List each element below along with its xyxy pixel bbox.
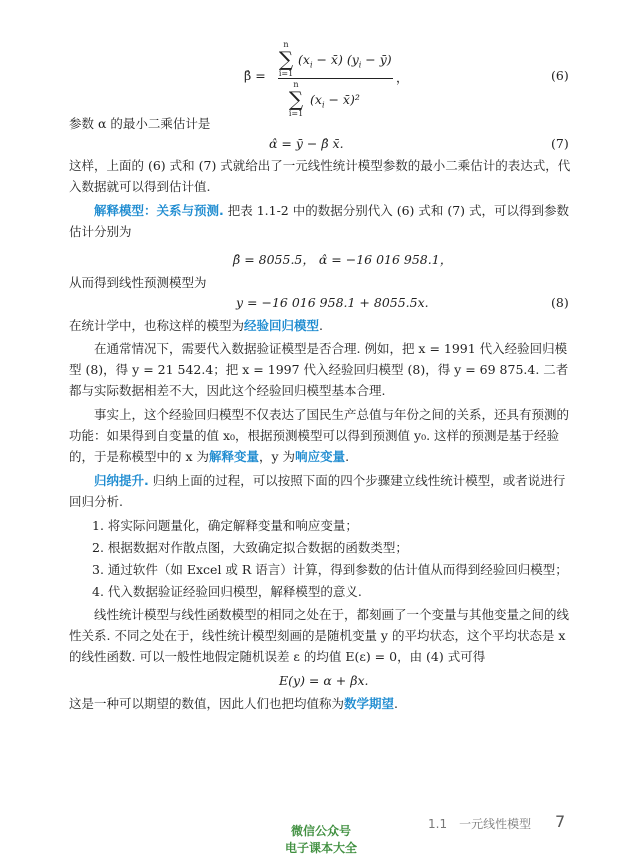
eq6-number: (6) xyxy=(551,68,569,83)
para-2 xyxy=(69,200,571,242)
para-4-pre: 在统计学中，也称这样的模型为 xyxy=(69,318,245,333)
fraction-bar xyxy=(278,78,393,79)
steps-list xyxy=(92,515,568,603)
den-sum-upper: n xyxy=(293,80,299,89)
para-6-post: . xyxy=(345,449,350,464)
key-explain-model: 解释模型：关系与预测. xyxy=(94,203,224,218)
para-7-text: 归纳上面的过程，可以按照下面的四个步骤建立线性统计模型，或者说进行回归分析. xyxy=(69,473,566,509)
eq6-lhs: β̂ = xyxy=(244,68,266,83)
list-item: 3. 通过软件（如 Excel 或 R 语言）计算，得到参数的估计值从而得到经验回归模型； xyxy=(92,562,568,577)
para-8: 线性统计模型与线性函数模型的相同之处在于，都刻画了一个变量与其他变量之间的线性关系. 不同之处在于，线性统计模型刻画的是随机变量 y 的平均状态，这个平均状态是 x 的线性函数. 可以一般性地假定随机误差 ε 的均值 E(ε) = 0，由 (4) 式可得 xyxy=(69,607,570,664)
den-sum-lower: i=1 xyxy=(288,109,304,118)
para-4 xyxy=(69,315,571,336)
num-sum-lower: i=1 xyxy=(278,69,294,78)
list-item: 1. 将实际问题量化，确定解释变量和响应变量； xyxy=(92,518,358,533)
para-2-text: 把表 1.1-2 中的数据分别代入 (6) 式和 (7) 式，可以得到参数估计分别为 xyxy=(69,203,570,239)
key-math-expectation: 数学期望 xyxy=(344,696,395,711)
key-explanatory-variable: 解释变量 xyxy=(209,449,260,464)
para-9 xyxy=(69,693,571,714)
eq6-num-sum xyxy=(278,40,294,78)
para-4-post: . xyxy=(319,318,324,333)
eq6-denominator: ($x_i$ − x̄)² xyxy=(310,92,360,110)
eq6-fraction xyxy=(278,40,393,122)
para-9-post: . xyxy=(394,696,399,711)
para-5: 在通常情况下，需要代入数据验证模型是否合理. 例如，把 x = 1991 代入经验回归模型 (8)，得 y = 21 542.4；把 x = 1997 代入经验回归模型 (8)，得 y = 69 875.4. 二者都与实际数据相差不大，因此这个经验回归模型基本合理. xyxy=(69,341,569,398)
para-1: 这样，上面的 (6) 式和 (7) 式就给出了一元线性统计模型参数的最小二乘估计的表达式，代入数据就可以得到估计值. xyxy=(69,158,571,194)
watermark-line-1: 微信公众号 xyxy=(290,824,351,838)
para-9-pre: 这是一种可以期望的数值，因此人们也把均值称为 xyxy=(69,696,345,711)
footer-section: 1.1 一元线性模型 xyxy=(428,817,532,831)
para-6 xyxy=(69,404,571,467)
para-6-mid: ，y 为 xyxy=(259,449,296,464)
list-item: 2. 根据数据对作散点图，大致确定拟合数据的函数类型； xyxy=(92,540,408,555)
eq7-expr: α̂ = ȳ − β̂ x̄. xyxy=(269,136,344,151)
para-6-pre: 事实上，这个经验回归模型不仅表达了国民生产总值与年份之间的关系，还具有预测的功能：如果得到自变量的值 x₀，根据预测模型可以得到预测值 y₀. 这样的预测是基于经验的，于是称模型中的 x 为 xyxy=(69,407,570,464)
sigma-symbol: ∑ xyxy=(288,87,304,111)
eq-estimates: β̂ = 8055.5， α̂ = −16 016 958.1， xyxy=(233,252,453,267)
para-3: 从而得到线性预测模型为 xyxy=(69,275,207,290)
list-item: 4. 代入数据验证经验回归模型，解释模型的意义. xyxy=(92,584,362,599)
key-empirical-model: 经验回归模型 xyxy=(244,318,320,333)
eq-expectation: E(y) = α + βx. xyxy=(279,673,369,688)
watermark xyxy=(241,822,401,856)
eq6-numerator: ($x_i$ − x̄) ($y_i$ − ȳ) xyxy=(298,52,392,70)
eq6-comma: ， xyxy=(396,70,409,85)
key-summary: 归纳提升. xyxy=(94,473,149,488)
sigma-symbol: ∑ xyxy=(278,47,294,71)
watermark-line-2: 电子课本大全 xyxy=(284,841,357,855)
para-7 xyxy=(69,470,571,512)
eq8-number: (8) xyxy=(551,295,569,310)
key-response-variable: 响应变量 xyxy=(295,449,346,464)
page-number: 7 xyxy=(555,812,566,831)
num-sum-upper: n xyxy=(283,40,289,49)
eq7-number: (7) xyxy=(551,136,569,151)
para-alpha: 参数 α 的最小二乘估计是 xyxy=(69,116,211,131)
eq8-expr: y = −16 016 958.1 + 8055.5x. xyxy=(236,295,429,310)
